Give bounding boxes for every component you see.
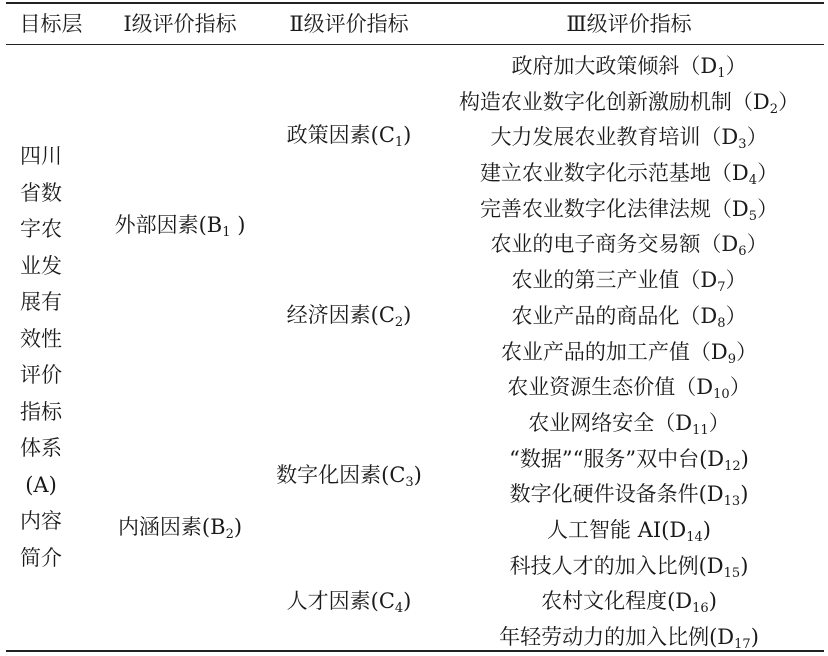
header-target-layer: 目标层 <box>19 12 83 36</box>
header-level1: Ⅰ级评价指标 <box>123 12 237 36</box>
level1-b1-text: 外部因素(B <box>114 213 223 237</box>
level2-c1-text: 政策因素(C <box>286 123 395 147</box>
level2-c3-sub: 3 <box>405 475 414 490</box>
level3-indicator-sub: 9 <box>727 351 737 367</box>
level3-indicator-row <box>434 549 824 585</box>
target-layer-line: 业发 <box>20 253 62 278</box>
level3-indicator-sub: 14 <box>686 529 703 545</box>
level3-indicator-sub: 8 <box>717 315 726 331</box>
level3-indicator-tail: ) <box>702 517 711 542</box>
level3-indicator-text: 农业的第三产业值（D <box>511 268 718 293</box>
level3-indicator-sub: 11 <box>692 422 709 438</box>
level3-indicator-sub: 17 <box>734 637 751 652</box>
level3-indicator-sub: 1 <box>717 66 726 81</box>
level1-b1-sub: 1 <box>222 225 231 240</box>
header-level2: Ⅱ级评价指标 <box>289 12 409 36</box>
level3-indicator-row <box>434 477 824 513</box>
level3-indicator-tail: ) <box>740 446 749 471</box>
level3-indicator-row <box>434 370 824 406</box>
level1-external-factors <box>96 210 264 240</box>
level3-indicator-row <box>434 49 824 85</box>
level2-c1-tail: ) <box>403 123 412 147</box>
level3-indicator-sub: 7 <box>717 280 726 296</box>
level2-digital-factors <box>264 460 434 490</box>
target-layer-line: 指标 <box>20 399 62 424</box>
level2-economic-factors <box>264 300 434 330</box>
level3-indicator-tail: ） <box>778 89 800 114</box>
level3-indicator-text: 农业的电子商务交易额（D <box>490 232 739 257</box>
level3-indicator-row <box>434 584 824 620</box>
level3-indicator-row <box>434 299 824 335</box>
level2-c2-text: 经济因素(C <box>286 303 395 327</box>
table-header-rule <box>6 44 824 45</box>
target-layer-line: 内容 <box>20 509 62 533</box>
level2-policy-factors <box>264 120 434 150</box>
level3-indicator-text: 完善农业数字化法律法规（D <box>479 196 749 221</box>
target-layer-line: 评价 <box>20 363 62 387</box>
level3-indicator-sub: 15 <box>723 565 741 581</box>
level3-indicator-tail: ） <box>746 125 768 150</box>
level3-indicator-sub: 13 <box>723 494 741 510</box>
level3-indicator-tail: ） <box>708 410 730 435</box>
target-layer-line: 效性 <box>20 326 62 351</box>
level3-indicator-sub: 12 <box>724 458 741 474</box>
target-layer-line: 体系 <box>20 436 62 460</box>
level2-c1-sub: 1 <box>394 135 404 150</box>
level3-indicator-tail: ） <box>729 375 751 400</box>
level2-c3-text: 数字化因素(C <box>276 463 406 487</box>
level3-indicator-sub: 3 <box>738 137 747 153</box>
target-layer-line: 字农 <box>20 217 62 241</box>
level3-indicator-tail: ） <box>725 303 747 328</box>
level3-indicator-tail: ) <box>740 482 749 507</box>
level3-indicator-text: 大力发展农业教育培训（D <box>490 125 739 150</box>
level3-indicator-tail: ） <box>725 54 747 78</box>
level2-c4-sub: 4 <box>394 601 404 616</box>
level3-indicator-tail: ) <box>708 589 717 614</box>
target-layer-line: 四川 <box>20 144 62 168</box>
level3-indicator-list <box>434 49 824 656</box>
level3-indicator-row <box>434 227 824 263</box>
level3-indicator-text: 农业网络安全（D <box>528 410 693 435</box>
level3-indicator-text: 农村文化程度(D <box>541 589 693 614</box>
level3-indicator-sub: 2 <box>769 101 779 117</box>
level3-indicator-text: 政府加大政策倾斜（D <box>511 54 718 78</box>
level3-indicator-sub: 5 <box>748 208 758 224</box>
level2-c4-tail: ) <box>403 589 412 613</box>
table-top-rule <box>6 2 824 4</box>
level3-indicator-row <box>434 192 824 228</box>
level3-indicator-text: 农业产品的加工产值（D <box>500 339 728 364</box>
level1-b1-tail: ) <box>230 213 246 237</box>
level3-indicator-sub: 6 <box>738 244 747 260</box>
level3-indicator-row <box>434 406 824 442</box>
level2-c2-sub: 2 <box>394 315 404 330</box>
level3-indicator-tail: ) <box>750 625 759 649</box>
header-level3: Ⅲ级评价指标 <box>566 12 692 36</box>
target-layer-cell <box>6 138 76 576</box>
target-layer-line: 展有 <box>20 290 62 314</box>
level3-indicator-tail: ） <box>757 161 779 186</box>
level3-indicator-text: 建立农业数字化示范基地（D <box>479 161 749 186</box>
level3-indicator-sub: 10 <box>713 387 730 403</box>
level1-b2-text: 内涵因素(B <box>117 515 226 539</box>
level3-indicator-row <box>434 620 824 656</box>
level2-c2-tail: ) <box>403 303 412 327</box>
level3-indicator-text: 农业产品的商品化（D <box>511 303 718 328</box>
level3-indicator-row <box>434 156 824 192</box>
level3-indicator-row <box>434 335 824 371</box>
target-layer-line: 省数 <box>20 180 62 205</box>
level2-c4-text: 人才因素(C <box>286 589 395 613</box>
level1-b2-tail: ) <box>233 515 243 539</box>
level3-indicator-tail: ） <box>725 268 747 293</box>
target-layer-line: 简介 <box>20 545 62 570</box>
level3-indicator-tail: ） <box>757 196 779 221</box>
level3-indicator-tail: ） <box>746 232 768 257</box>
level3-indicator-text: 数字化硬件设备条件(D <box>509 482 724 507</box>
level3-indicator-text: 人工智能 AI(D <box>547 517 687 542</box>
target-layer-line: (A) <box>25 472 57 497</box>
level2-c3-tail: ) <box>413 463 422 487</box>
level3-indicator-text: 科技人才的加入比例(D <box>509 553 724 578</box>
level3-indicator-text: 年轻劳动力的加入比例(D <box>499 625 735 649</box>
level3-indicator-row <box>434 263 824 299</box>
level3-indicator-text: “数据”“服务”双中台(D <box>509 446 725 471</box>
level3-indicator-sub: 4 <box>748 173 758 189</box>
level1-intrinsic-factors <box>96 512 264 542</box>
level2-talent-factors <box>264 586 434 616</box>
level3-indicator-sub: 16 <box>692 601 709 617</box>
level3-indicator-row <box>434 85 824 121</box>
level3-indicator-tail: ) <box>740 553 749 578</box>
level1-b2-sub: 2 <box>225 527 234 542</box>
level3-indicator-text: 构造农业数字化创新激励机制（D <box>458 89 770 114</box>
level3-indicator-row <box>434 442 824 478</box>
level3-indicator-row <box>434 120 824 156</box>
level3-indicator-tail: ） <box>736 339 758 364</box>
level3-indicator-row <box>434 513 824 549</box>
level3-indicator-text: 农业资源生态价值（D <box>507 375 714 400</box>
